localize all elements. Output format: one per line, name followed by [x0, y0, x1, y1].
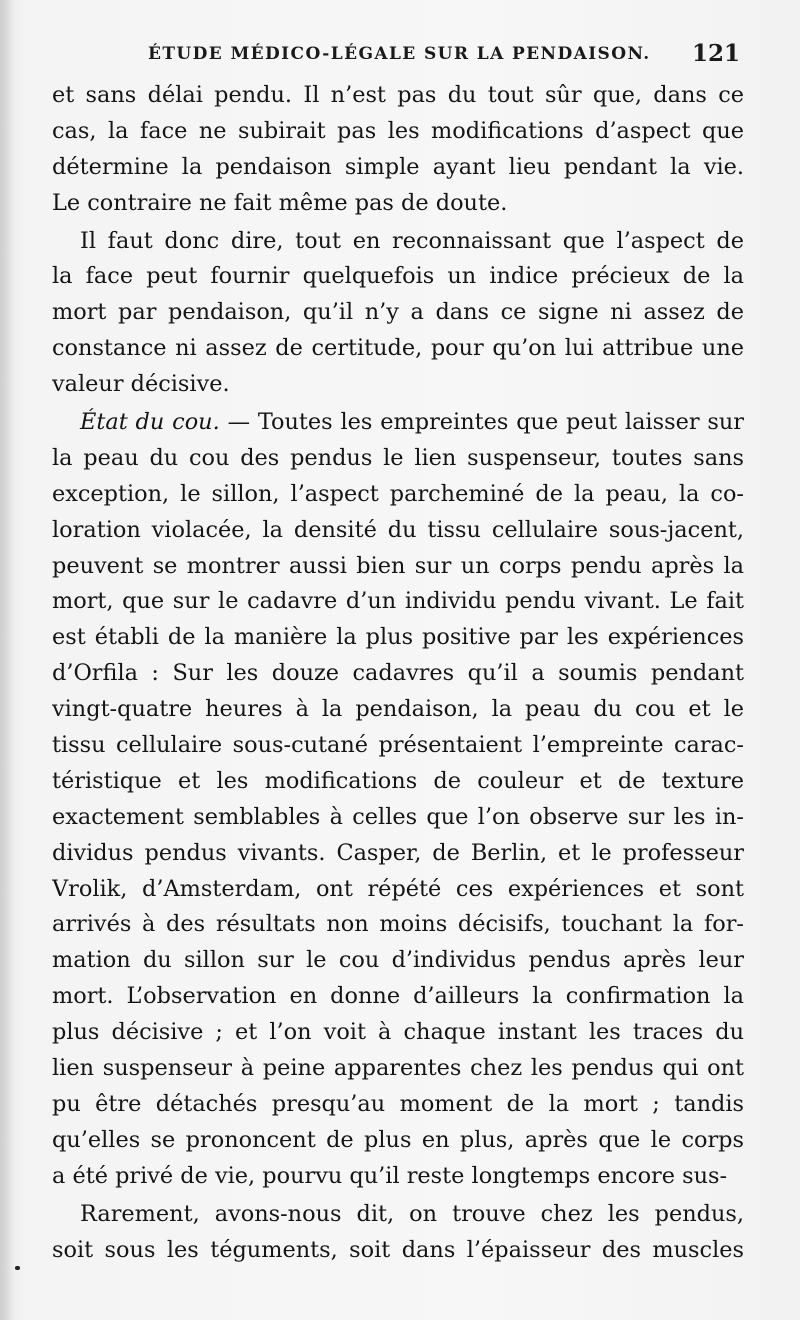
text-line: soit sous les téguments, soit dans l’épaisseur des muscles	[52, 1236, 744, 1263]
text-line: est établi de la manière la plus positive par les expériences	[52, 624, 744, 651]
text-line: mort, que sur le cadavre d’un individu pendu vivant. Le fait	[52, 588, 744, 615]
section-lead-heading: État du cou.	[80, 409, 220, 436]
text-line: tissu cellulaire sous-cutané présentaient l’empreinte carac-	[52, 732, 744, 759]
text-line: pu être détachés presqu’au moment de la mort ; tandis	[52, 1090, 744, 1117]
text-line: détermine la pendaison simple ayant lieu pendant la vie.	[52, 153, 744, 180]
running-head-title: ÉTUDE MÉDICO-LÉGALE SUR LA PENDAISON.	[148, 44, 651, 64]
text-line: loration violacée, la densité du tissu cellulaire sous-jacent,	[52, 516, 744, 543]
running-head	[52, 38, 744, 70]
text-line: Vrolik, d’Amsterdam, ont répété ces expériences et sont	[52, 875, 744, 902]
text-line: la face peut fournir quelquefois un indice précieux de la	[52, 263, 744, 290]
text-line	[52, 405, 744, 441]
text-line: cas, la face ne subirait pas les modifications d’aspect que	[52, 117, 744, 144]
paragraph	[52, 224, 744, 403]
text-line-rest: — Toutes les empreintes que peut laisser sur	[219, 409, 744, 436]
text-line: exception, le sillon, l’aspect parcheminé de la peau, la co-	[52, 480, 744, 507]
spine-shadow	[0, 0, 14, 1320]
text-line: Rarement, avons-nous dit, on trouve chez les pendus,	[80, 1200, 744, 1227]
text-line: arrivés à des résultats non moins décisifs, touchant la for-	[52, 911, 744, 938]
text-line: Il faut donc dire, tout en reconnaissant que l’aspect de	[80, 227, 744, 254]
paragraph	[52, 78, 744, 222]
text-line: téristique et les modifications de couleur et de texture	[52, 767, 744, 794]
text-line: a été privé de vie, pourvu qu’il reste longtemps encore sus-	[52, 1162, 728, 1189]
text-line: valeur décisive.	[52, 371, 230, 398]
text-line: mort. L’observation en donne d’ailleurs la confirmation la	[52, 983, 744, 1010]
text-line: exactement semblables à celles que l’on observe sur les in-	[52, 803, 744, 830]
text-line: plus décisive ; et l’on voit à chaque instant les traces du	[52, 1019, 744, 1046]
text-line: d’Orfila : Sur les douze cadavres qu’il a soumis pendant	[52, 660, 744, 687]
text-line: dividus pendus vivants. Casper, de Berlin, et le professeur	[52, 839, 744, 866]
paragraph	[52, 405, 744, 1195]
page-number: 121	[691, 40, 740, 67]
text-line: constance ni assez de certitude, pour qu’on lui attribue une	[52, 335, 744, 362]
text-line: qu’elles se prononcent de plus en plus, après que le corps	[52, 1126, 744, 1153]
text-line: peuvent se montrer aussi bien sur un corps pendu après la	[52, 552, 744, 579]
text-line: la peau du cou des pendus le lien suspenseur, toutes sans	[52, 444, 744, 471]
paragraph	[52, 1197, 744, 1269]
text-line: lien suspenseur à peine apparentes chez les pendus qui ont	[52, 1055, 744, 1082]
body-text	[52, 78, 744, 1268]
text-line: mort par pendaison, qu’il n’y a dans ce signe ni assez de	[52, 299, 744, 326]
text-line: mation du sillon sur le cou d’individus pendus après leur	[52, 947, 744, 974]
margin-speck	[15, 1266, 20, 1270]
text-line: et sans délai pendu. Il n’est pas du tout sûr que, dans ce	[52, 82, 744, 108]
text-line: Le contraire ne fait même pas de doute.	[52, 189, 508, 216]
text-line: vingt-quatre heures à la pendaison, la peau du cou et le	[52, 696, 744, 723]
